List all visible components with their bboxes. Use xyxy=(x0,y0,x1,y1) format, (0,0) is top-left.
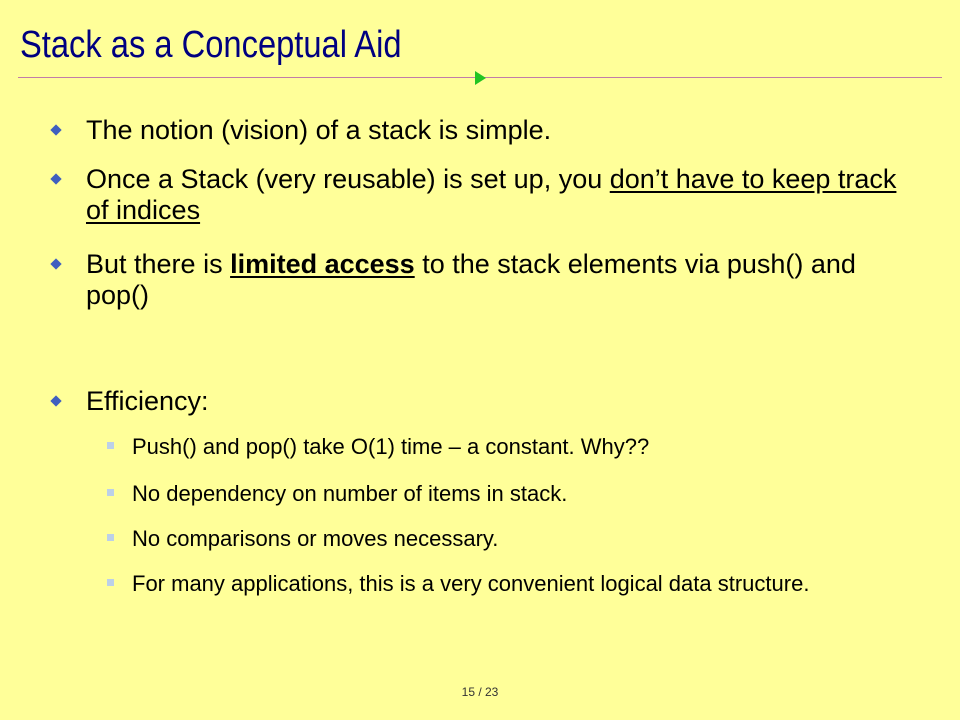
diamond-bullet-icon xyxy=(50,173,61,184)
bullet-item xyxy=(86,164,906,226)
square-bullet-icon xyxy=(107,489,114,496)
sub-bullet-item xyxy=(132,570,922,597)
diamond-bullet-icon xyxy=(50,258,61,269)
sub-bullet-text: For many applications, this is a very convenient logical data structure. xyxy=(132,571,810,596)
square-bullet-icon xyxy=(107,579,114,586)
bullet-item xyxy=(86,386,906,417)
page-number: 15 / 23 xyxy=(461,685,499,699)
square-bullet-icon xyxy=(107,534,114,541)
diamond-bullet-icon xyxy=(50,124,61,135)
emphasized-phrase: limited access xyxy=(230,249,415,279)
bullet-text: Once a Stack (very reusable) is set up, you xyxy=(86,164,610,194)
sub-bullet-text: Push() and pop() take O(1) time – a constant. Why?? xyxy=(132,434,650,459)
sub-bullet-item xyxy=(132,480,922,507)
sub-bullet-item xyxy=(132,525,922,552)
underlined-phrase: don’t have to keep track of indices xyxy=(86,164,897,225)
bullet-text: to the stack elements via push() and pop() xyxy=(86,249,856,310)
square-bullet-icon xyxy=(107,442,114,449)
bullet-text: Efficiency: xyxy=(86,386,209,416)
sub-bullet-text: No dependency on number of items in stack. xyxy=(132,481,568,506)
slide-title: Stack as a Conceptual Aid xyxy=(20,24,402,66)
bullet-text: The notion (vision) of a stack is simple. xyxy=(86,115,552,145)
bullet-item xyxy=(86,115,906,146)
diamond-bullet-icon xyxy=(50,395,61,406)
bullet-item xyxy=(86,249,906,311)
sub-bullet-text: No comparisons or moves necessary. xyxy=(132,526,499,551)
bullet-text: But there is xyxy=(86,249,231,279)
sub-bullet-item xyxy=(132,433,922,460)
